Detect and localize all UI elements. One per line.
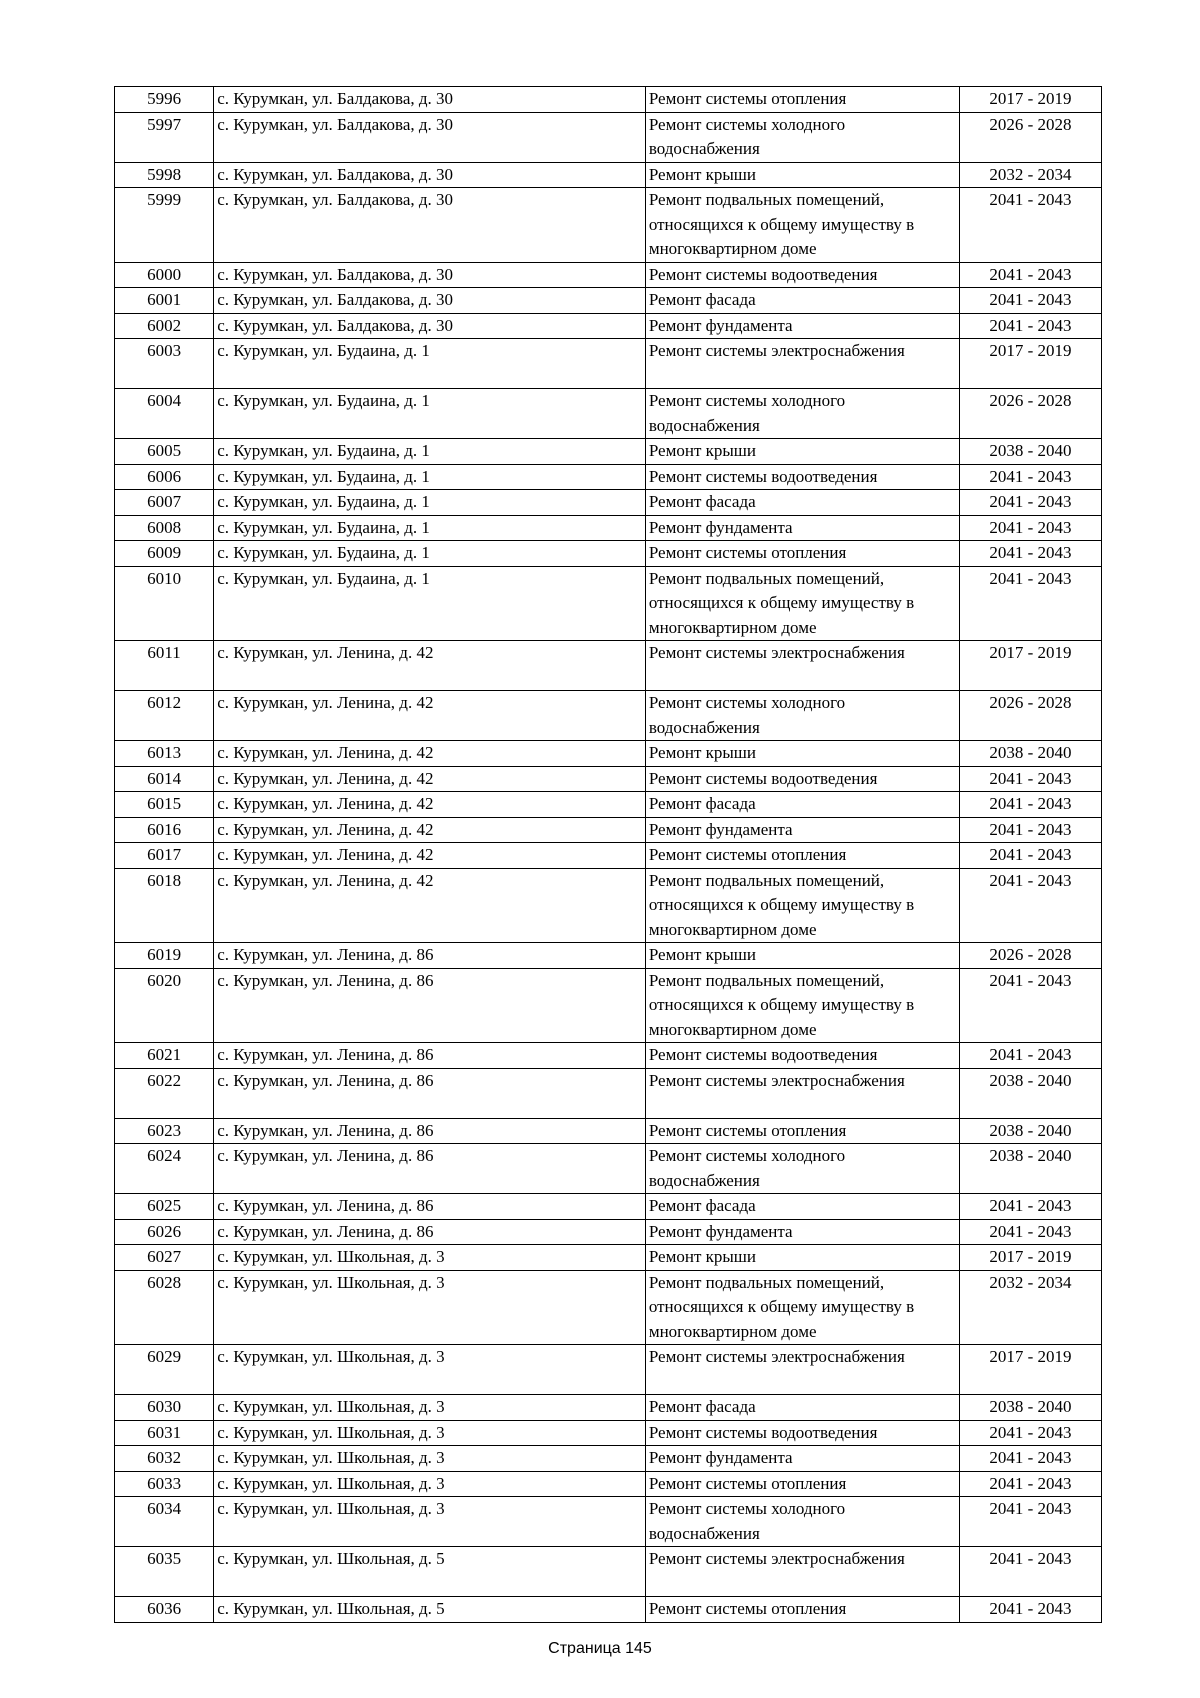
row-work-type: Ремонт фасада bbox=[645, 1194, 959, 1220]
table-row bbox=[115, 1043, 1102, 1069]
row-number: 6004 bbox=[115, 389, 214, 439]
row-number: 6019 bbox=[115, 943, 214, 969]
row-work-type: Ремонт подвальных помещений, относящихся к общему имуществу в многоквартирном доме bbox=[645, 188, 959, 263]
row-work-type: Ремонт фасада bbox=[645, 490, 959, 516]
table-row bbox=[115, 262, 1102, 288]
row-period: 2017 - 2019 bbox=[959, 1345, 1101, 1395]
table-row bbox=[115, 541, 1102, 567]
row-number: 6023 bbox=[115, 1118, 214, 1144]
row-address: с. Курумкан, ул. Ленина, д. 86 bbox=[214, 968, 646, 1043]
row-work-type: Ремонт крыши bbox=[645, 741, 959, 767]
row-period: 2026 - 2028 bbox=[959, 389, 1101, 439]
row-period: 2026 - 2028 bbox=[959, 112, 1101, 162]
row-period: 2017 - 2019 bbox=[959, 1245, 1101, 1271]
row-number: 6035 bbox=[115, 1547, 214, 1597]
row-work-type: Ремонт системы холодного водоснабжения bbox=[645, 1497, 959, 1547]
table-row bbox=[115, 1270, 1102, 1345]
row-address: с. Курумкан, ул. Будаина, д. 1 bbox=[214, 566, 646, 641]
row-number: 6017 bbox=[115, 843, 214, 869]
row-work-type: Ремонт системы водоотведения bbox=[645, 1043, 959, 1069]
row-work-type: Ремонт крыши bbox=[645, 1245, 959, 1271]
row-work-type: Ремонт системы электроснабжения bbox=[645, 641, 959, 691]
row-work-type: Ремонт системы отопления bbox=[645, 87, 959, 113]
table-row bbox=[115, 490, 1102, 516]
row-address: с. Курумкан, ул. Ленина, д. 86 bbox=[214, 1043, 646, 1069]
row-work-type: Ремонт подвальных помещений, относящихся к общему имуществу в многоквартирном доме bbox=[645, 566, 959, 641]
row-work-type: Ремонт системы отопления bbox=[645, 541, 959, 567]
row-number: 6036 bbox=[115, 1597, 214, 1623]
table-row bbox=[115, 1446, 1102, 1472]
row-period: 2041 - 2043 bbox=[959, 868, 1101, 943]
row-work-type: Ремонт подвальных помещений, относящихся к общему имуществу в многоквартирном доме bbox=[645, 868, 959, 943]
row-work-type: Ремонт системы электроснабжения bbox=[645, 1068, 959, 1118]
row-address: с. Курумкан, ул. Будаина, д. 1 bbox=[214, 515, 646, 541]
row-work-type: Ремонт системы электроснабжения bbox=[645, 339, 959, 389]
row-address: с. Курумкан, ул. Ленина, д. 42 bbox=[214, 843, 646, 869]
row-period: 2038 - 2040 bbox=[959, 1395, 1101, 1421]
row-address: с. Курумкан, ул. Ленина, д. 42 bbox=[214, 792, 646, 818]
row-work-type: Ремонт фундамента bbox=[645, 1446, 959, 1472]
row-work-type: Ремонт системы отопления bbox=[645, 1471, 959, 1497]
row-number: 6033 bbox=[115, 1471, 214, 1497]
row-period: 2041 - 2043 bbox=[959, 1597, 1101, 1623]
row-number: 6002 bbox=[115, 313, 214, 339]
row-number: 6016 bbox=[115, 817, 214, 843]
row-address: с. Курумкан, ул. Балдакова, д. 30 bbox=[214, 112, 646, 162]
row-number: 6014 bbox=[115, 766, 214, 792]
row-number: 6034 bbox=[115, 1497, 214, 1547]
row-work-type: Ремонт крыши bbox=[645, 162, 959, 188]
row-work-type: Ремонт системы водоотведения bbox=[645, 464, 959, 490]
row-number: 6003 bbox=[115, 339, 214, 389]
table-row bbox=[115, 1597, 1102, 1623]
repair-schedule-table bbox=[114, 86, 1102, 1623]
table-row bbox=[115, 691, 1102, 741]
row-work-type: Ремонт фундамента bbox=[645, 313, 959, 339]
table-row bbox=[115, 1219, 1102, 1245]
row-address: с. Курумкан, ул. Балдакова, д. 30 bbox=[214, 162, 646, 188]
table-row bbox=[115, 968, 1102, 1043]
row-period: 2026 - 2028 bbox=[959, 691, 1101, 741]
row-address: с. Курумкан, ул. Ленина, д. 42 bbox=[214, 817, 646, 843]
row-period: 2038 - 2040 bbox=[959, 741, 1101, 767]
table-row bbox=[115, 1420, 1102, 1446]
row-address: с. Курумкан, ул. Школьная, д. 3 bbox=[214, 1471, 646, 1497]
row-period: 2017 - 2019 bbox=[959, 641, 1101, 691]
row-period: 2041 - 2043 bbox=[959, 1547, 1101, 1597]
row-work-type: Ремонт системы отопления bbox=[645, 843, 959, 869]
row-address: с. Курумкан, ул. Ленина, д. 86 bbox=[214, 1118, 646, 1144]
table-row bbox=[115, 464, 1102, 490]
row-address: с. Курумкан, ул. Ленина, д. 42 bbox=[214, 641, 646, 691]
document-page bbox=[114, 86, 1102, 1623]
row-number: 6030 bbox=[115, 1395, 214, 1421]
row-work-type: Ремонт фасада bbox=[645, 792, 959, 818]
row-address: с. Курумкан, ул. Будаина, д. 1 bbox=[214, 389, 646, 439]
row-period: 2038 - 2040 bbox=[959, 439, 1101, 465]
row-work-type: Ремонт системы водоотведения bbox=[645, 1420, 959, 1446]
row-number: 6025 bbox=[115, 1194, 214, 1220]
row-work-type: Ремонт системы холодного водоснабжения bbox=[645, 691, 959, 741]
row-number: 6020 bbox=[115, 968, 214, 1043]
row-period: 2041 - 2043 bbox=[959, 817, 1101, 843]
table-row bbox=[115, 1144, 1102, 1194]
row-address: с. Курумкан, ул. Балдакова, д. 30 bbox=[214, 188, 646, 263]
table-row bbox=[115, 288, 1102, 314]
table-row bbox=[115, 843, 1102, 869]
row-address: с. Курумкан, ул. Балдакова, д. 30 bbox=[214, 87, 646, 113]
row-number: 6026 bbox=[115, 1219, 214, 1245]
row-period: 2041 - 2043 bbox=[959, 188, 1101, 263]
row-work-type: Ремонт системы отопления bbox=[645, 1118, 959, 1144]
table-row bbox=[115, 87, 1102, 113]
row-work-type: Ремонт системы электроснабжения bbox=[645, 1547, 959, 1597]
row-period: 2041 - 2043 bbox=[959, 1446, 1101, 1472]
row-period: 2041 - 2043 bbox=[959, 1420, 1101, 1446]
row-work-type: Ремонт крыши bbox=[645, 439, 959, 465]
row-address: с. Курумкан, ул. Школьная, д. 3 bbox=[214, 1420, 646, 1446]
row-work-type: Ремонт системы отопления bbox=[645, 1597, 959, 1623]
row-period: 2041 - 2043 bbox=[959, 288, 1101, 314]
table-row bbox=[115, 766, 1102, 792]
row-period: 2041 - 2043 bbox=[959, 968, 1101, 1043]
row-number: 6027 bbox=[115, 1245, 214, 1271]
row-address: с. Курумкан, ул. Ленина, д. 42 bbox=[214, 741, 646, 767]
row-number: 6006 bbox=[115, 464, 214, 490]
table-body bbox=[115, 87, 1102, 1623]
row-number: 6000 bbox=[115, 262, 214, 288]
row-period: 2041 - 2043 bbox=[959, 566, 1101, 641]
row-address: с. Курумкан, ул. Ленина, д. 86 bbox=[214, 1068, 646, 1118]
table-row bbox=[115, 1471, 1102, 1497]
row-work-type: Ремонт фасада bbox=[645, 1395, 959, 1421]
row-number: 5998 bbox=[115, 162, 214, 188]
row-period: 2041 - 2043 bbox=[959, 313, 1101, 339]
row-period: 2017 - 2019 bbox=[959, 87, 1101, 113]
row-address: с. Курумкан, ул. Ленина, д. 86 bbox=[214, 1144, 646, 1194]
row-number: 6015 bbox=[115, 792, 214, 818]
row-period: 2038 - 2040 bbox=[959, 1068, 1101, 1118]
row-address: с. Курумкан, ул. Ленина, д. 42 bbox=[214, 868, 646, 943]
row-period: 2041 - 2043 bbox=[959, 541, 1101, 567]
row-number: 5997 bbox=[115, 112, 214, 162]
row-number: 6005 bbox=[115, 439, 214, 465]
row-number: 6032 bbox=[115, 1446, 214, 1472]
row-work-type: Ремонт фундамента bbox=[645, 515, 959, 541]
table-row bbox=[115, 389, 1102, 439]
row-work-type: Ремонт системы электроснабжения bbox=[645, 1345, 959, 1395]
row-work-type: Ремонт системы водоотведения bbox=[645, 766, 959, 792]
row-work-type: Ремонт подвальных помещений, относящихся к общему имуществу в многоквартирном доме bbox=[645, 1270, 959, 1345]
row-address: с. Курумкан, ул. Ленина, д. 86 bbox=[214, 1194, 646, 1220]
table-row bbox=[115, 1395, 1102, 1421]
table-row bbox=[115, 1118, 1102, 1144]
row-address: с. Курумкан, ул. Ленина, д. 42 bbox=[214, 766, 646, 792]
row-number: 6007 bbox=[115, 490, 214, 516]
row-address: с. Курумкан, ул. Ленина, д. 42 bbox=[214, 691, 646, 741]
table-row bbox=[115, 112, 1102, 162]
row-address: с. Курумкан, ул. Школьная, д. 3 bbox=[214, 1395, 646, 1421]
row-period: 2041 - 2043 bbox=[959, 1043, 1101, 1069]
row-period: 2032 - 2034 bbox=[959, 162, 1101, 188]
row-number: 6013 bbox=[115, 741, 214, 767]
row-work-type: Ремонт системы холодного водоснабжения bbox=[645, 389, 959, 439]
row-number: 5999 bbox=[115, 188, 214, 263]
row-address: с. Курумкан, ул. Будаина, д. 1 bbox=[214, 339, 646, 389]
row-address: с. Курумкан, ул. Школьная, д. 3 bbox=[214, 1446, 646, 1472]
row-address: с. Курумкан, ул. Школьная, д. 3 bbox=[214, 1245, 646, 1271]
table-row bbox=[115, 566, 1102, 641]
row-period: 2026 - 2028 bbox=[959, 943, 1101, 969]
row-number: 6024 bbox=[115, 1144, 214, 1194]
row-address: с. Курумкан, ул. Будаина, д. 1 bbox=[214, 541, 646, 567]
row-address: с. Курумкан, ул. Школьная, д. 5 bbox=[214, 1597, 646, 1623]
row-address: с. Курумкан, ул. Ленина, д. 86 bbox=[214, 943, 646, 969]
row-period: 2041 - 2043 bbox=[959, 1497, 1101, 1547]
row-number: 6028 bbox=[115, 1270, 214, 1345]
row-period: 2041 - 2043 bbox=[959, 262, 1101, 288]
row-period: 2038 - 2040 bbox=[959, 1118, 1101, 1144]
row-period: 2017 - 2019 bbox=[959, 339, 1101, 389]
row-period: 2041 - 2043 bbox=[959, 1471, 1101, 1497]
row-number: 6008 bbox=[115, 515, 214, 541]
row-number: 6018 bbox=[115, 868, 214, 943]
row-number: 6021 bbox=[115, 1043, 214, 1069]
row-number: 6001 bbox=[115, 288, 214, 314]
table-row bbox=[115, 162, 1102, 188]
table-row bbox=[115, 741, 1102, 767]
row-number: 6011 bbox=[115, 641, 214, 691]
row-work-type: Ремонт системы холодного водоснабжения bbox=[645, 112, 959, 162]
table-row bbox=[115, 439, 1102, 465]
row-address: с. Курумкан, ул. Будаина, д. 1 bbox=[214, 439, 646, 465]
row-address: с. Курумкан, ул. Школьная, д. 3 bbox=[214, 1497, 646, 1547]
row-work-type: Ремонт системы водоотведения bbox=[645, 262, 959, 288]
row-work-type: Ремонт системы холодного водоснабжения bbox=[645, 1144, 959, 1194]
row-period: 2041 - 2043 bbox=[959, 515, 1101, 541]
table-row bbox=[115, 188, 1102, 263]
row-number: 6022 bbox=[115, 1068, 214, 1118]
row-number: 6010 bbox=[115, 566, 214, 641]
table-row bbox=[115, 943, 1102, 969]
row-address: с. Курумкан, ул. Школьная, д. 3 bbox=[214, 1270, 646, 1345]
row-period: 2041 - 2043 bbox=[959, 1219, 1101, 1245]
row-period: 2041 - 2043 bbox=[959, 792, 1101, 818]
row-address: с. Курумкан, ул. Балдакова, д. 30 bbox=[214, 262, 646, 288]
row-address: с. Курумкан, ул. Школьная, д. 3 bbox=[214, 1345, 646, 1395]
row-address: с. Курумкан, ул. Будаина, д. 1 bbox=[214, 464, 646, 490]
row-period: 2041 - 2043 bbox=[959, 843, 1101, 869]
table-row bbox=[115, 792, 1102, 818]
row-period: 2038 - 2040 bbox=[959, 1144, 1101, 1194]
table-row bbox=[115, 515, 1102, 541]
row-period: 2041 - 2043 bbox=[959, 1194, 1101, 1220]
row-period: 2041 - 2043 bbox=[959, 766, 1101, 792]
row-work-type: Ремонт крыши bbox=[645, 943, 959, 969]
table-row bbox=[115, 1345, 1102, 1395]
row-number: 6029 bbox=[115, 1345, 214, 1395]
table-row bbox=[115, 1068, 1102, 1118]
table-row bbox=[115, 868, 1102, 943]
row-work-type: Ремонт подвальных помещений, относящихся к общему имуществу в многоквартирном доме bbox=[645, 968, 959, 1043]
row-address: с. Курумкан, ул. Школьная, д. 5 bbox=[214, 1547, 646, 1597]
table-row bbox=[115, 339, 1102, 389]
table-row bbox=[115, 1245, 1102, 1271]
table-row bbox=[115, 1547, 1102, 1597]
row-period: 2041 - 2043 bbox=[959, 464, 1101, 490]
row-number: 6012 bbox=[115, 691, 214, 741]
table-row bbox=[115, 313, 1102, 339]
row-work-type: Ремонт фасада bbox=[645, 288, 959, 314]
row-address: с. Курумкан, ул. Будаина, д. 1 bbox=[214, 490, 646, 516]
row-address: с. Курумкан, ул. Ленина, д. 86 bbox=[214, 1219, 646, 1245]
row-work-type: Ремонт фундамента bbox=[645, 817, 959, 843]
row-period: 2041 - 2043 bbox=[959, 490, 1101, 516]
table-row bbox=[115, 817, 1102, 843]
row-number: 6031 bbox=[115, 1420, 214, 1446]
table-row bbox=[115, 1497, 1102, 1547]
row-period: 2032 - 2034 bbox=[959, 1270, 1101, 1345]
row-work-type: Ремонт фундамента bbox=[645, 1219, 959, 1245]
page-number: Страница 145 bbox=[548, 1640, 652, 1657]
table-row bbox=[115, 641, 1102, 691]
row-number: 6009 bbox=[115, 541, 214, 567]
table-row bbox=[115, 1194, 1102, 1220]
row-address: с. Курумкан, ул. Балдакова, д. 30 bbox=[214, 313, 646, 339]
row-address: с. Курумкан, ул. Балдакова, д. 30 bbox=[214, 288, 646, 314]
row-number: 5996 bbox=[115, 87, 214, 113]
